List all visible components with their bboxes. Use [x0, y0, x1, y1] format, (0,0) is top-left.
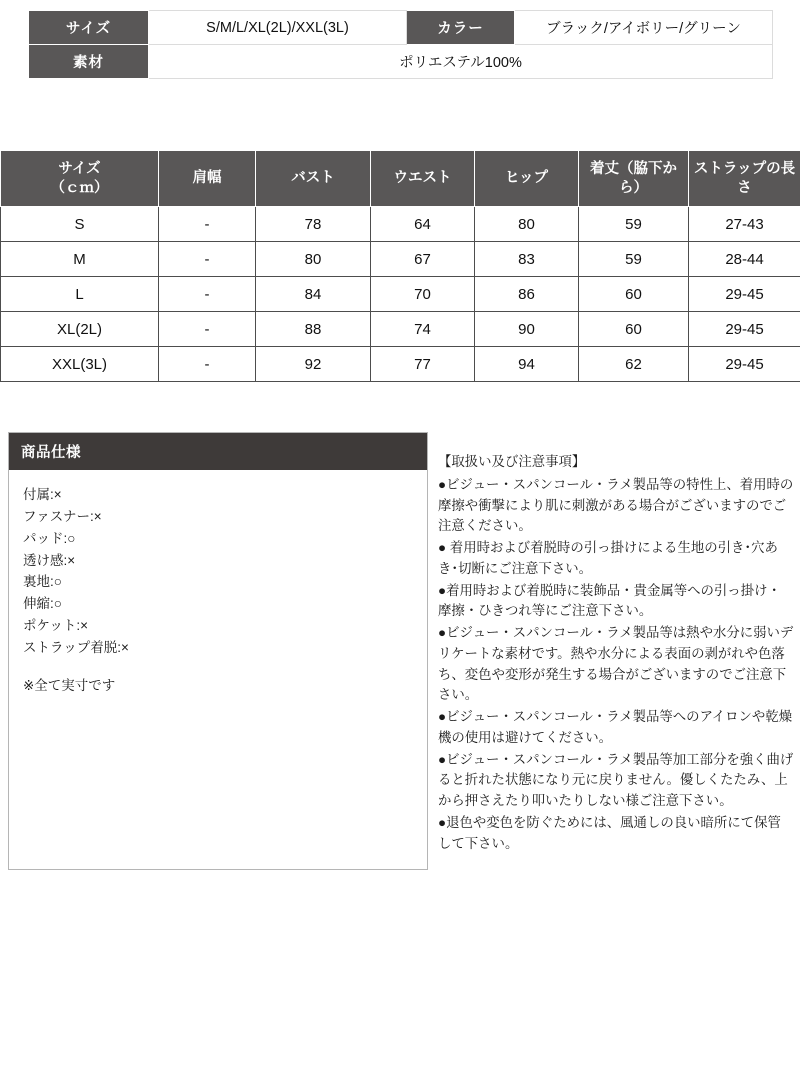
care-item: ●ビジュー・スパンコール・ラメ製品等加工部分を強く曲げると折れた状態になり元に戻りません。優しくたたみ、上から押さえたり叩いたりしない様ご注意下さい。: [438, 751, 794, 809]
header-size-line2: （ｃｍ）: [50, 179, 109, 196]
product-spec-body: [9, 470, 427, 697]
product-spec-note: ※全て実寸です: [23, 677, 116, 693]
table-header-row: [1, 151, 800, 207]
cell-size: L: [1, 277, 159, 312]
cell-strap: 29-45: [689, 312, 800, 347]
care-item: ●ビジュー・スパンコール・ラメ製品等の特性上、着用時の摩擦や衝撃により肌に刺激がある場合がございますのでご注意ください。: [438, 476, 794, 534]
header-waist: ウエスト: [371, 151, 475, 207]
table-row: [1, 207, 800, 242]
cell-size: S: [1, 207, 159, 242]
care-title: 【取扱い及び注意事項】: [438, 454, 586, 469]
cell-bust: 78: [256, 207, 371, 242]
cell-hip: 86: [475, 277, 579, 312]
cell-shoulder: -: [159, 242, 256, 277]
cell-size: M: [1, 242, 159, 277]
care-instructions: [438, 452, 794, 856]
cell-shoulder: -: [159, 347, 256, 382]
list-item: パッド:○: [23, 530, 76, 546]
top-spec-table: [28, 10, 773, 79]
list-item: ポケット:×: [23, 618, 88, 634]
header-hip: ヒップ: [475, 151, 579, 207]
cell-bust: 84: [256, 277, 371, 312]
product-spec-box: [8, 432, 428, 870]
cell-length: 60: [579, 312, 689, 347]
care-item: ●着用時および着脱時に装飾品・貴金属等への引っ掛け・摩擦・ひきつれ等にご注意下さい。: [438, 582, 781, 619]
material-label-cell: 素材: [29, 45, 149, 79]
list-item: 伸縮:○: [23, 596, 62, 612]
cell-shoulder: -: [159, 312, 256, 347]
cell-strap: 29-45: [689, 347, 800, 382]
cell-shoulder: -: [159, 277, 256, 312]
cell-strap: 27-43: [689, 207, 800, 242]
cell-waist: 74: [371, 312, 475, 347]
cell-strap: 29-45: [689, 277, 800, 312]
table-row: [1, 312, 800, 347]
cell-hip: 90: [475, 312, 579, 347]
list-item: ファスナー:×: [23, 508, 102, 524]
header-length: [579, 151, 689, 207]
table-row: [1, 347, 800, 382]
color-label-cell: カラー: [407, 11, 515, 45]
care-item: ●退色や変色を防ぐためには、風通しの良い暗所にて保管して下さい。: [438, 815, 781, 851]
cell-hip: 83: [475, 242, 579, 277]
color-value-cell: ブラック/アイボリー/グリーン: [515, 11, 773, 45]
header-bust: バスト: [256, 151, 371, 207]
cell-shoulder: -: [159, 207, 256, 242]
cell-bust: 92: [256, 347, 371, 382]
cell-size: XL(2L): [1, 312, 159, 347]
header-length-line2: ら）: [619, 179, 648, 196]
care-item: ●ビジュー・スパンコール・ラメ製品等へのアイロンや乾燥機の使用は避けてください。: [438, 709, 793, 745]
list-item: ストラップ着脱:×: [23, 640, 129, 656]
cell-length: 62: [579, 347, 689, 382]
cell-hip: 94: [475, 347, 579, 382]
cell-waist: 67: [371, 242, 475, 277]
table-row: [1, 242, 800, 277]
material-value-cell: ポリエステル100%: [149, 45, 773, 79]
size-value-cell: S/M/L/XL(2L)/XXL(3L): [149, 11, 407, 45]
cell-hip: 80: [475, 207, 579, 242]
header-size: [1, 151, 159, 207]
list-item: 付属:×: [23, 487, 62, 502]
header-length-line1: 着丈（脇下か: [590, 161, 677, 178]
table-row: [29, 11, 773, 45]
list-item: 透け感:×: [23, 552, 76, 568]
care-item: ●ビジュー・スパンコール・ラメ製品等は熱や水分に弱いデリケートな素材です。熱や水分による表面の剥がれや色落ち、変色や変形が発生する場合がございますのでご注意下さい。: [438, 625, 794, 703]
size-label-cell: サイズ: [29, 11, 149, 45]
table-row: [29, 45, 773, 79]
list-item: 裏地:○: [23, 574, 62, 590]
measurement-table: [0, 150, 800, 382]
measurement-table-body: [1, 207, 800, 382]
cell-length: 59: [579, 207, 689, 242]
cell-strap: 28-44: [689, 242, 800, 277]
header-size-line1: サイズ: [58, 161, 101, 178]
table-row: [1, 277, 800, 312]
cell-bust: 88: [256, 312, 371, 347]
cell-length: 59: [579, 242, 689, 277]
cell-waist: 77: [371, 347, 475, 382]
cell-length: 60: [579, 277, 689, 312]
header-strap: ストラップの長さ: [689, 151, 800, 207]
header-shoulder: 肩幅: [159, 151, 256, 207]
cell-bust: 80: [256, 242, 371, 277]
care-item: ● 着用時および着脱時の引っ掛けによる生地の引き･穴あき･切断にご注意下さい。: [438, 540, 778, 576]
product-spec-title: 商品仕様: [9, 433, 427, 470]
cell-size: XXL(3L): [1, 347, 159, 382]
cell-waist: 64: [371, 207, 475, 242]
cell-waist: 70: [371, 277, 475, 312]
